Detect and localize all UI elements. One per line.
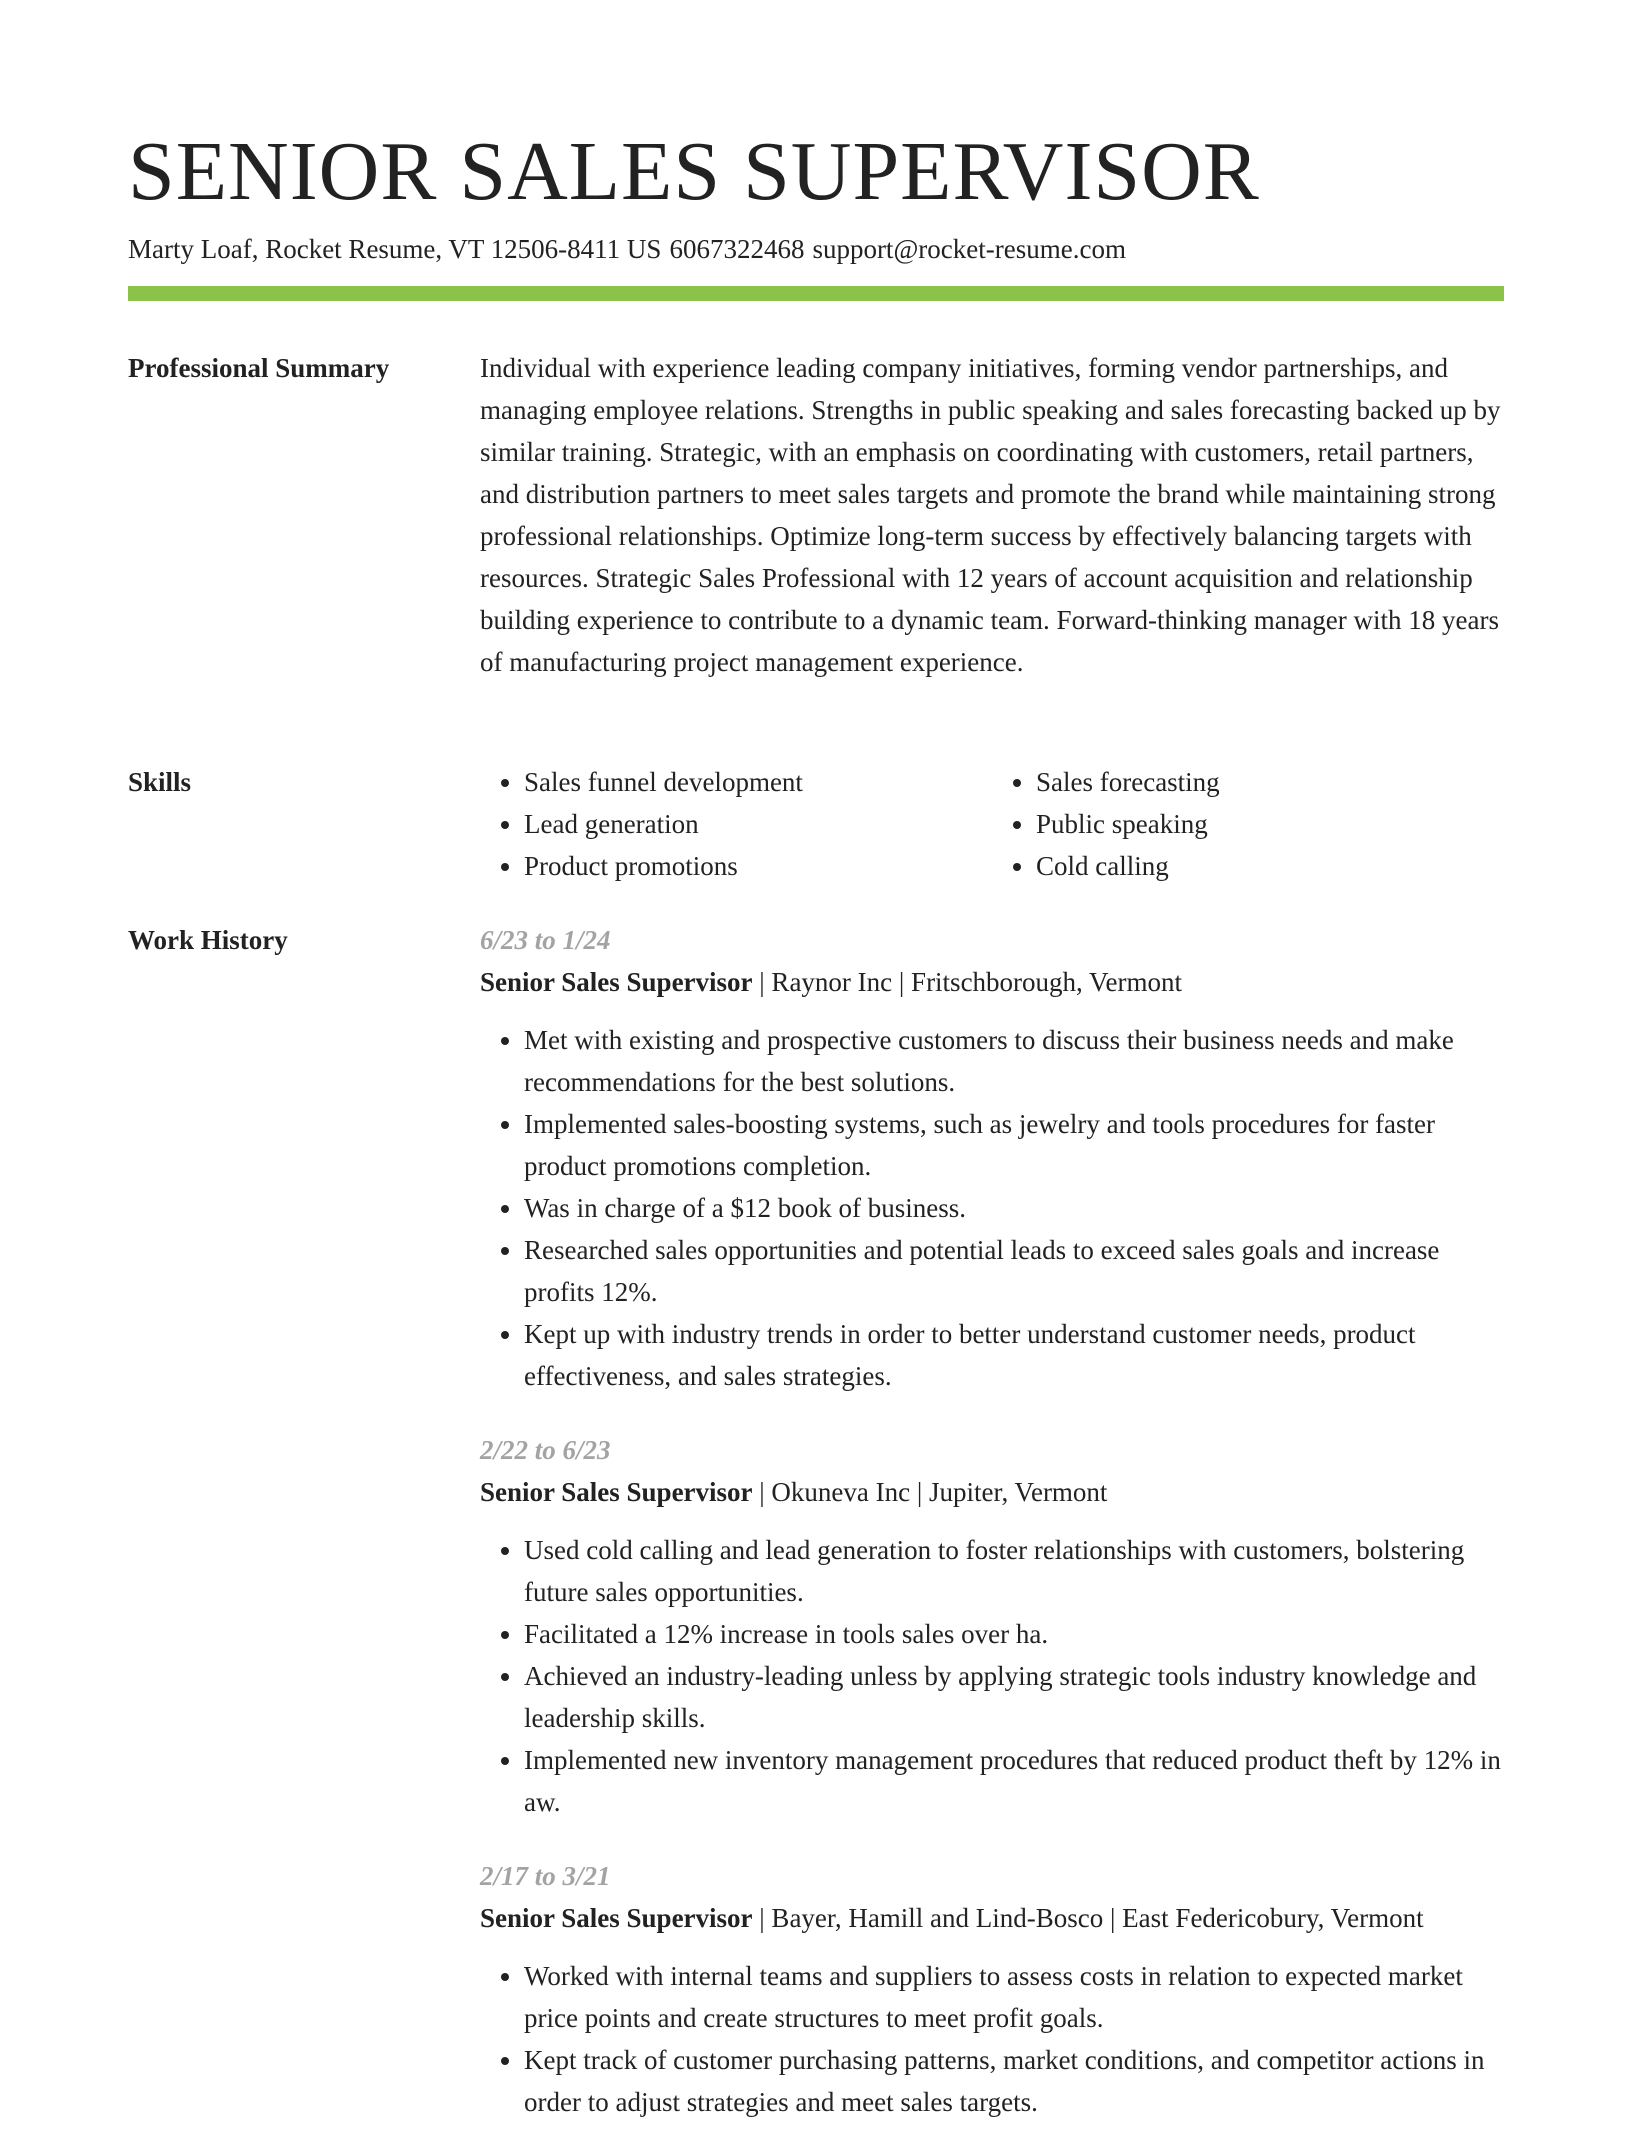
job-title-line: [480, 1897, 1504, 1939]
contact-email: support@rocket-resume.com: [812, 234, 1126, 264]
job-dates: 6/23 to 1/24: [480, 925, 611, 955]
job-bullet: • Implemented sales-boosting systems, such as jewelry and tools procedures for faster product promotions completion.: [524, 1103, 1504, 1187]
job-bullet: • Facilitated a 12% increase in tools sales over ha.: [524, 1613, 1504, 1655]
skill-item: • Sales forecasting: [1036, 761, 1484, 803]
job-bullet: • Kept up with industry trends in order to better understand customer needs, product effectiveness, and sales strategies.: [524, 1313, 1504, 1397]
job-title-line: [480, 1471, 1504, 1513]
job-bullets: [480, 1019, 1504, 1397]
job-bullet: • Met with existing and prospective customers to discuss their business needs and make recommendations for the best solutions.: [524, 1019, 1504, 1103]
skill-item: • Product promotions: [524, 845, 972, 887]
job-title: Senior Sales Supervisor: [480, 1903, 753, 1933]
summary-label: Professional Summary: [128, 353, 390, 383]
skill-item: • Cold calling: [1036, 845, 1484, 887]
job-bullet: • Kept track of customer purchasing patterns, market conditions, and competitor actions in order to adjust strategies and meet sales targets.: [524, 2039, 1504, 2123]
job-bullet: • Researched sales opportunities and potential leads to exceed sales goals and increase profits 12%.: [524, 1229, 1504, 1313]
job-bullets: [480, 1955, 1504, 2123]
job-company-location: | Raynor Inc | Fritschborough, Vermont: [752, 967, 1183, 997]
job-entry: [480, 1429, 1504, 1823]
header-divider: [128, 286, 1504, 301]
job-title: Senior Sales Supervisor: [480, 1477, 753, 1507]
job-bullets: [480, 1529, 1504, 1823]
work-history-body: [480, 919, 1504, 2155]
job-bullet: • Achieved an industry-leading unless by applying strategic tools industry knowledge and leadership skills.: [524, 1655, 1504, 1739]
contact-phone: 6067322468: [669, 234, 805, 264]
work-history-label: Work History: [128, 925, 288, 955]
job-dates: 2/17 to 3/21: [480, 1861, 611, 1891]
skill-item: • Public speaking: [1036, 803, 1484, 845]
summary-body: [480, 347, 1504, 683]
job-bullet: • Worked with internal teams and suppliers to assess costs in relation to expected market price points and create structures to meet profit goals.: [524, 1955, 1504, 2039]
skill-item: • Sales funnel development: [524, 761, 972, 803]
job-title: Senior Sales Supervisor: [480, 967, 753, 997]
skills-body: [480, 761, 1504, 887]
contact-line: [128, 231, 1134, 267]
contact-name-location: Marty Loaf, Rocket Resume, VT 12506-8411 US: [128, 234, 662, 264]
job-dates: 2/22 to 6/23: [480, 1435, 611, 1465]
job-entry: [480, 919, 1504, 1397]
job-bullet: • Used cold calling and lead generation to foster relationships with customers, bolstering future sales opportunities.: [524, 1529, 1504, 1613]
job-company-location: | Bayer, Hamill and Lind-Bosco | East Federicobury, Vermont: [752, 1903, 1424, 1933]
skill-item: • Lead generation: [524, 803, 972, 845]
summary-text: Individual with experience leading company initiatives, forming vendor partnerships, and managing employee relations. Strengths in public speaking and sales forecasting backed up by similar training. Strategic, with an emphasis on coordinating with customers, retail partners, and distribution partners to meet sales targets and promote the brand while maintaining strong professional relationships. Optimize long-term success by effectively balancing targets with resources. Strategic Sales Professional with 12 years of account acquisition and relationship building experience to contribute to a dynamic team. Forward-thinking manager with 18 years of manufacturing project management experience.: [480, 353, 1501, 677]
skills-column-2: [992, 761, 1484, 887]
job-company-location: | Okuneva Inc | Jupiter, Vermont: [752, 1477, 1108, 1507]
job-entry: [480, 1855, 1504, 2123]
job-bullet: • Implemented new inventory management procedures that reduced product theft by 12% in aw.: [524, 1739, 1504, 1823]
job-bullet: • Was in charge of a $12 book of business.: [524, 1187, 1504, 1229]
skills-label: Skills: [128, 767, 192, 797]
skills-column-1: [480, 761, 972, 887]
job-title-line: [480, 961, 1504, 1003]
resume-title: SENIOR SALES SUPERVISOR: [128, 125, 1260, 218]
